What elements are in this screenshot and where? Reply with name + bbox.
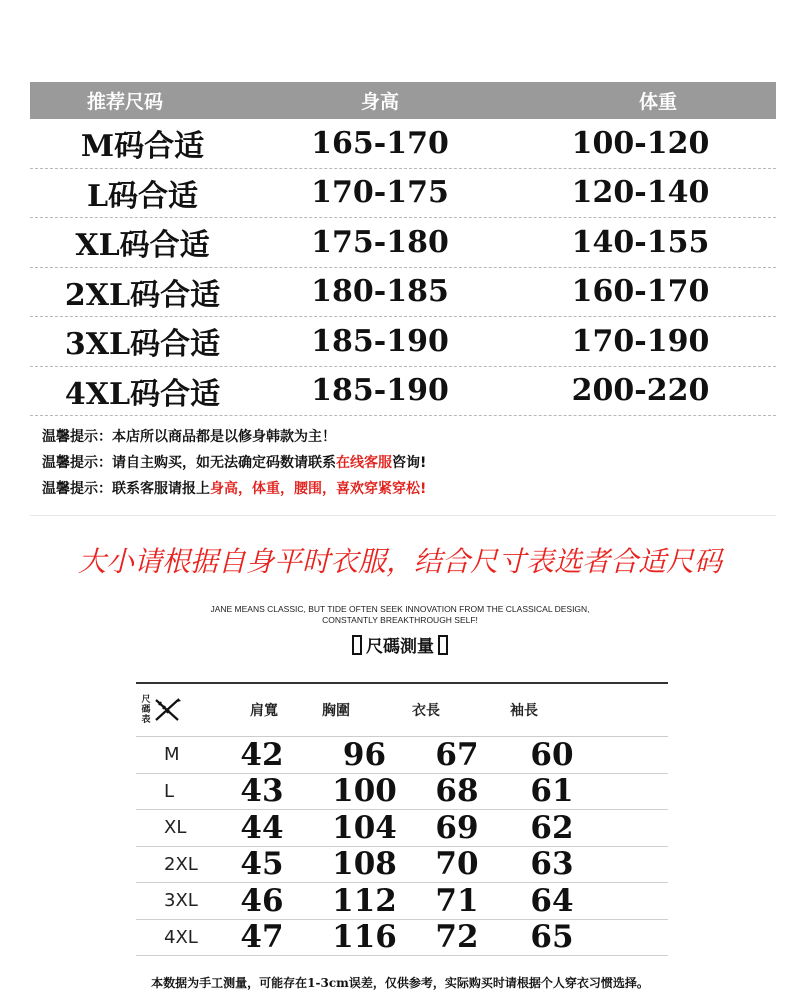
table-row: [136, 920, 668, 957]
brand-slogan: [0, 604, 800, 626]
tip-text: 温馨提示：联系客服请报上: [42, 481, 210, 497]
size-cell: L码合适: [86, 178, 199, 214]
chest-cell: 116: [332, 919, 397, 956]
header-shoulder: 肩寬: [250, 703, 278, 719]
header-length: 衣長: [412, 703, 440, 719]
tip-highlight: 身高，体重，腰围，喜欢穿紧穿松!: [210, 481, 427, 497]
shoulder-cell: 47: [240, 919, 284, 956]
length-cell: 72: [435, 919, 479, 956]
tip-text: 温馨提示：本店所以商品都是以修身韩款为主！: [42, 429, 336, 445]
chest-cell: 112: [332, 882, 397, 919]
divider: [30, 515, 776, 516]
sleeve-cell: 63: [530, 846, 574, 883]
table-row: [136, 810, 668, 847]
corner-char: 尺: [141, 695, 151, 705]
sleeve-cell: 64: [530, 882, 574, 919]
weight-cell: 140-155: [571, 224, 710, 260]
size-cell: XL: [164, 817, 187, 839]
length-cell: 69: [435, 809, 479, 846]
weight-cell: 120-140: [571, 175, 710, 211]
weight-cell: 170-190: [571, 323, 710, 359]
size-cell: 4XL码合适: [64, 376, 221, 412]
table-row: [30, 268, 776, 318]
size-cell: 3XL码合适: [64, 327, 221, 363]
height-cell: 185-190: [311, 373, 449, 409]
table-row: [30, 317, 776, 367]
bracket-icon: [352, 635, 362, 655]
length-cell: 68: [435, 773, 479, 810]
height-cell: 175-180: [311, 224, 449, 260]
chest-cell: 104: [332, 809, 397, 846]
shoulder-cell: 46: [240, 882, 284, 919]
table-row: [30, 169, 776, 219]
table-row: [30, 119, 776, 169]
size-cell: L: [164, 780, 175, 802]
tip-highlight: 在线客服: [336, 455, 392, 471]
tip-line: [42, 476, 762, 502]
tip-text-end: 咨询!: [392, 455, 427, 471]
size-cell: 3XL: [164, 890, 198, 912]
weight-cell: 100-120: [571, 125, 710, 161]
shoulder-cell: 45: [240, 846, 284, 883]
size-cell: 2XL码合适: [64, 277, 221, 313]
table-row: [136, 737, 668, 774]
corner-char: 表: [141, 715, 151, 725]
table-row: [30, 218, 776, 268]
measurement-table: [136, 682, 668, 956]
length-cell: 67: [435, 736, 479, 773]
size-cell: M: [164, 744, 180, 766]
sleeve-cell: 62: [530, 809, 574, 846]
sleeve-cell: 65: [530, 919, 574, 956]
weight-cell: 160-170: [571, 274, 710, 310]
sleeve-cell: 61: [530, 773, 574, 810]
height-cell: 170-175: [311, 175, 449, 211]
size-advice-text: 大小请根据自身平时衣服，结合尺寸表选者合适尺码: [77, 545, 722, 578]
chest-cell: 108: [332, 846, 397, 883]
corner-label: [140, 695, 152, 725]
table-row: [136, 883, 668, 920]
height-cell: 180-185: [311, 274, 449, 310]
header-recommend-size: 推荐尺码: [86, 91, 163, 113]
table-row: [30, 367, 776, 417]
size-cell: M码合适: [80, 129, 205, 165]
chest-cell: 96: [342, 736, 387, 773]
height-cell: 165-170: [311, 125, 449, 161]
bracket-icon: [438, 635, 448, 655]
measurement-footnote: 本数据为手工测量，可能存在1-3cm误差，仅供参考，实际购买时请根据个人穿衣习惯选择。: [151, 976, 649, 990]
weight-cell: 200-220: [571, 373, 710, 409]
tips-block: [42, 424, 762, 502]
tip-line: [42, 450, 762, 476]
size-cell: XL码合适: [75, 228, 210, 264]
size-cell: 2XL: [164, 853, 198, 875]
table-row: [136, 774, 668, 811]
shoulder-cell: 44: [240, 809, 284, 846]
tip-text: 温馨提示：请自主购买，如无法确定码数请联系: [42, 455, 336, 471]
height-cell: 185-190: [311, 323, 449, 359]
header-sleeve: 袖長: [510, 703, 538, 719]
header-chest: 胸圍: [322, 703, 350, 719]
size-chart-corner: [136, 695, 212, 725]
recommend-size-table: [30, 82, 776, 416]
ruler-pencil-icon: [152, 696, 182, 724]
shoulder-cell: 43: [240, 773, 284, 810]
length-cell: 71: [435, 882, 479, 919]
slogan-line: CONSTANTLY BREAKTHROUGH SELF!: [322, 615, 478, 625]
table-row: [136, 847, 668, 884]
slogan-line: JANE MEANS CLASSIC, BUT TIDE OFTEN SEEK INNOVATION FROM THE CLASSICAL DESIGN,: [210, 604, 590, 614]
measure-title-text: 尺碼測量: [366, 637, 434, 657]
recommend-table-header: [30, 82, 776, 119]
length-cell: 70: [435, 846, 479, 883]
size-cell: 4XL: [164, 926, 198, 948]
sleeve-cell: 60: [530, 736, 574, 773]
chest-cell: 100: [332, 773, 397, 810]
header-height: 身高: [360, 91, 399, 113]
measure-title: [0, 632, 800, 657]
shoulder-cell: 42: [240, 736, 284, 773]
measurement-table-header: [136, 684, 668, 737]
header-weight: 体重: [638, 91, 677, 113]
corner-char: 碼: [141, 705, 151, 715]
tip-line: [42, 424, 762, 450]
